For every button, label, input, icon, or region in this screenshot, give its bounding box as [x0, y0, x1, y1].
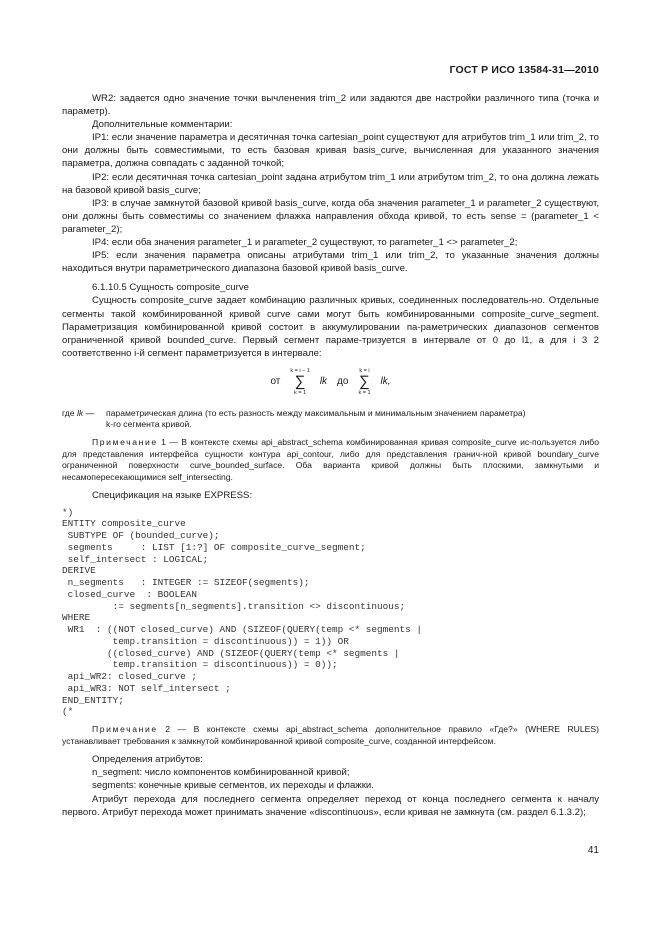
formula-term-1: lk	[319, 376, 328, 388]
express-title: Спецификация на языке EXPRESS:	[92, 490, 253, 502]
attr-title: Определения атрибутов:	[92, 754, 203, 766]
paragraph-ip1: IP1: если значение параметра и десятичная точка cartesian_point существуют для атрибутов trim_1 или trim_2, то они должны быть совместимыми, то есть базовая кривая basis_curve, вычисленная для указанного значения параметра, должна совпадать с заданной точкой;	[62, 132, 599, 170]
paragraph-ip2: IP2: если десятичная точка cartesian_point задана атрибутом trim_1 или атрибутом trim_2, то она должна лежать на базовой кривой basis_curve;	[62, 171, 599, 196]
paragraph-wr2: WR2: задается одно значение точки вычленения trim_2 или задаются две настройки различного типа (точка и параметр).	[62, 93, 599, 118]
interval-formula	[62, 364, 599, 400]
attr-transition: Атрибут перехода для последнего сегмента определяет переход от конца последнего сегмента к началу первого. Атрибут перехода может принимать значение «discontinuous», если кривая не замкнута (см. раздел 6.1.3.2);	[62, 793, 599, 818]
note-1: Примечание 1 — В контексте схемы api_abstract_schema комбинированная кривая composite_curve ис-пользуется либо для представления интерфейса сущности контура api_contour, либо для представления гранич-ной кривой boundary_curve ограниченной поверхности curve_bounded_surface. Оба варианта кривой должны быть плоскими, замкнутыми и несамопересекающимися self_intersecting.	[62, 437, 599, 482]
sum-symbol-1: k = i – 1 ∑ k = 1	[290, 367, 310, 396]
paragraph-ip4: IP4: если оба значения parameter_1 и parameter_2 существуют, то parameter_1 <> parameter_2;	[92, 237, 518, 249]
section-title: 6.1.10.5 Сущность composite_curve	[92, 282, 249, 294]
formula-from: от	[270, 376, 281, 388]
where-text-1: параметрическая длина (то есть разность между максимальным и минимальным значением параметра)	[106, 407, 526, 418]
paragraph-ip3: IP3: в случае замкнутой базовой кривой basis_curve, когда оба значения parameter_1 и parameter_2 существуют, они должны быть совместимы со значением флажка направления обхода кривой, то есть sense = (parameter_1 < parameter_2);	[62, 197, 599, 235]
attr-segments: segments: конечные кривые сегментов, их переходы и флажки.	[92, 780, 374, 792]
where-text-2: k-го сегмента кривой.	[106, 419, 192, 430]
formula-term-2: lk,	[380, 376, 391, 388]
sum-symbol-2: k = i ∑ k = 1	[358, 367, 371, 396]
section-body: Сущность composite_curve задает комбинацию различных кривых, соединенных последователь-но. Отдельные сегменты такой комбинированной кривой curve сами могут быть комбинированными composite_curve_segment. Параметризация комбинированной кривой состоит в аккумулировании па-раметрических диапазонов сегментов ограниченной кривой bounded_curve. Первый сегмент параме-тризуется в интервале от 0 до l1, а для i 3 2 соответственно i-й сегмент параметризуется в интервале:	[62, 295, 599, 359]
page-header: ГОСТ Р ИСО 13584-31—2010	[449, 64, 599, 76]
formula-to: до	[337, 376, 349, 388]
page-body	[62, 92, 599, 819]
express-code-block: *) ENTITY composite_curve SUBTYPE OF (bounded_curve); segments : LIST [1:?] OF composite_curve_segment; self_intersect : LOGICAL; DERIVE n_segments : INTEGER := SIZEOF(segments); closed_curve : BOOLEAN := segments[n_segments].transition <> discontinuous; WHERE WR1 : ((NOT closed_curve) AND (SIZEOF(QUERY(temp <* segments | temp.transition = discontinuous)) = 1)) OR ((closed_curve) AND (SIZEOF(QUERY(temp <* segments | temp.transition = discontinuous)) = 0)); api_WR2: closed_curve ; api_WR3: NOT self_intersect ; END_ENTITY; (*	[62, 506, 423, 718]
where-definition: где lk — параметрическая длина (то есть разность между максимальным и минимальным значением параметра) k-го сегмента кривой.	[62, 407, 526, 430]
note-2: Примечание 2 — В контексте схемы api_abstract_schema дополнительное правило «Где?» (WHERE RULES) устанавливает требования к замкнутой комбинированной кривой composite_curve, созданной интерфейсом.	[62, 724, 599, 746]
attr-n-segment: n_segment: число компонентов комбинированной кривой;	[92, 767, 350, 779]
page-number: 41	[587, 845, 599, 856]
paragraph-comments-title: Дополнительные комментарии:	[92, 119, 233, 131]
paragraph-ip5: IP5: если значения параметра описаны атрибутами trim_1 или trim_2, то указанные значения должны находиться внутри параметрического диапазона базовой кривой basis_curve.	[62, 250, 599, 275]
